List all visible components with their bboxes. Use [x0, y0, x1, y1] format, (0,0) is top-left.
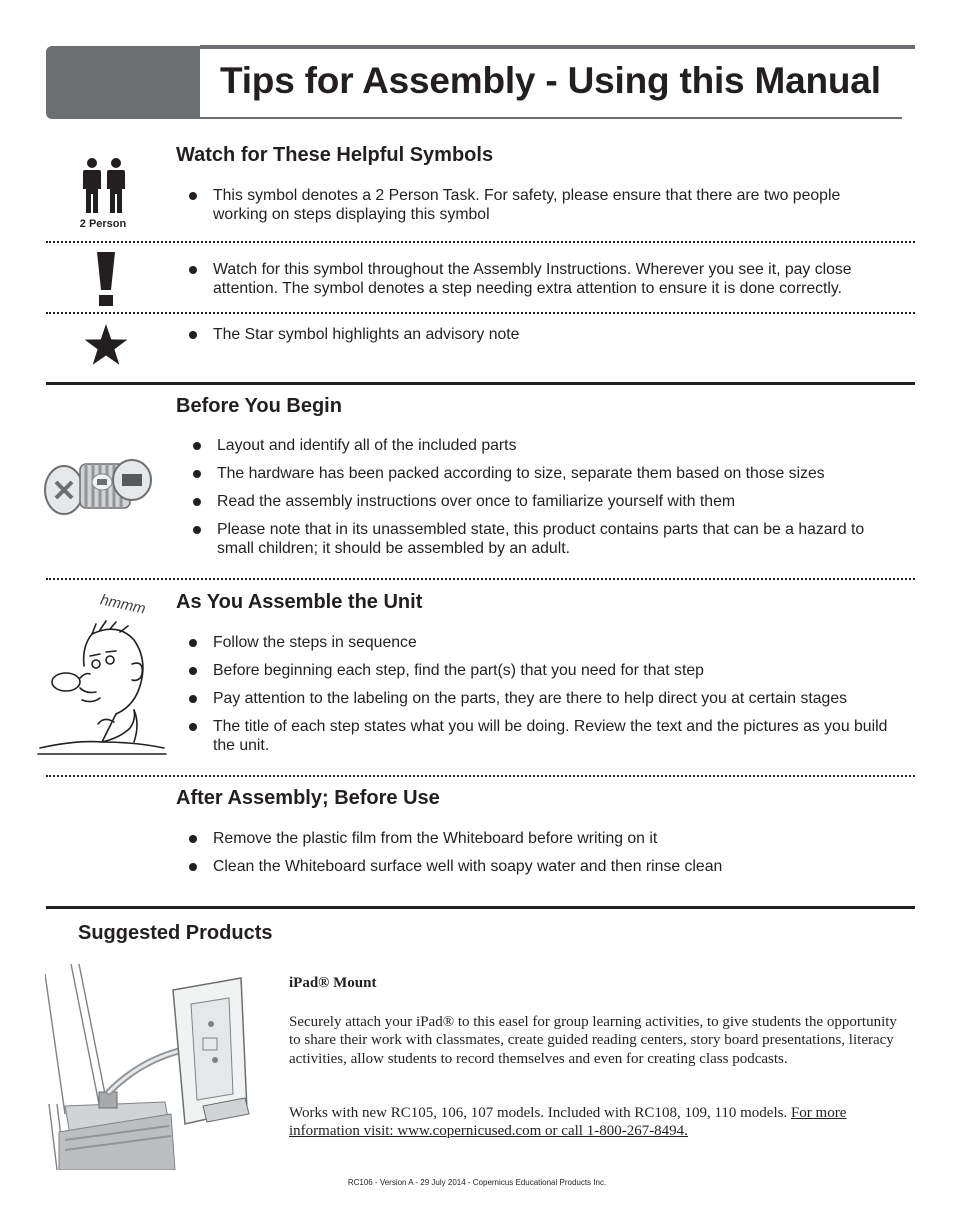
list-item: The Star symbol highlights an advisory note	[189, 325, 899, 344]
thinking-man-illustration	[36, 620, 168, 760]
ipad-mount-image	[45, 964, 271, 1170]
list-item: This symbol denotes a 2 Person Task. For safety, please ensure that there are two people working on steps displaying this symbol	[189, 186, 899, 224]
dotted-divider	[46, 775, 915, 777]
header-block	[46, 46, 200, 119]
page-title: Tips for Assembly - Using this Manual	[220, 60, 881, 101]
before-begin-heading: Before You Begin	[176, 395, 342, 417]
list-item: Layout and identify all of the included parts	[193, 436, 899, 455]
list-item: Please note that in its unassembled state, this product contains parts that can be a hazard to small children; it should be assembled by an adult.	[193, 520, 899, 558]
product-description: Securely attach your iPad® to this easel for group learning activities, to give students the opportunity to share their work with classmates, create guided reading centers, story board presentations, literacy activities, allow students to record themselves and even for creating class podcasts.	[289, 1014, 897, 1067]
list-item: Before beginning each step, find the part(s) that you need for that step	[189, 661, 899, 680]
as-assemble-list	[189, 633, 899, 755]
list-item: Remove the plastic film from the Whiteboard before writing on it	[189, 829, 899, 848]
two-person-icon	[82, 158, 128, 214]
exclamation-icon	[94, 252, 118, 306]
before-begin-list	[193, 436, 899, 558]
list-item: The hardware has been packed according to size, separate them based on those sizes	[193, 464, 899, 483]
list-item: Clean the Whiteboard surface well with soapy water and then rinse clean	[189, 857, 899, 876]
as-assemble-heading: As You Assemble the Unit	[176, 591, 423, 613]
more-info-link[interactable]: For more information visit: www.copernicused.com or call 1-800-267-8494.	[289, 1105, 847, 1140]
product-title: iPad® Mount	[289, 975, 377, 991]
list-item: Follow the steps in sequence	[189, 633, 899, 652]
star-icon	[84, 324, 128, 366]
after-assembly-heading: After Assembly; Before Use	[176, 787, 440, 809]
dotted-divider	[46, 578, 915, 580]
symbol-item-exclamation	[189, 260, 899, 298]
list-item: The title of each step states what you will be doing. Review the text and the pictures as you build the unit.	[189, 717, 899, 755]
after-assembly-list	[189, 829, 899, 876]
list-item: Read the assembly instructions over once to familiarize yourself with them	[193, 492, 899, 511]
header-top-rule	[200, 45, 915, 49]
product-note-text: Works with new RC105, 106, 107 models. Included with RC108, 109, 110 models.	[289, 1105, 791, 1121]
header-bottom-rule	[200, 117, 902, 119]
hardware-bolts-icon	[42, 452, 154, 522]
list-item: Pay attention to the labeling on the parts, they are there to help direct you at certain stages	[189, 689, 899, 708]
thought-text: hmmm	[98, 591, 148, 618]
section-divider	[46, 906, 915, 909]
list-item: Watch for this symbol throughout the Assembly Instructions. Wherever you see it, pay close attention. The symbol denotes a step needing extra attention to ensure it is done correctly.	[189, 260, 899, 298]
symbol-item-two-person	[189, 186, 899, 224]
product-note	[289, 1104, 899, 1141]
suggested-heading: Suggested Products	[78, 922, 273, 944]
symbol-item-star	[189, 325, 899, 344]
dotted-divider	[46, 312, 915, 314]
footer-text: RC106 - Version A - 29 July 2014 - Copernicus Educational Products Inc.	[347, 1178, 607, 1187]
dotted-divider	[46, 241, 915, 243]
symbols-heading: Watch for These Helpful Symbols	[176, 144, 494, 166]
two-person-label: 2 Person	[79, 218, 127, 230]
section-divider	[46, 382, 915, 385]
